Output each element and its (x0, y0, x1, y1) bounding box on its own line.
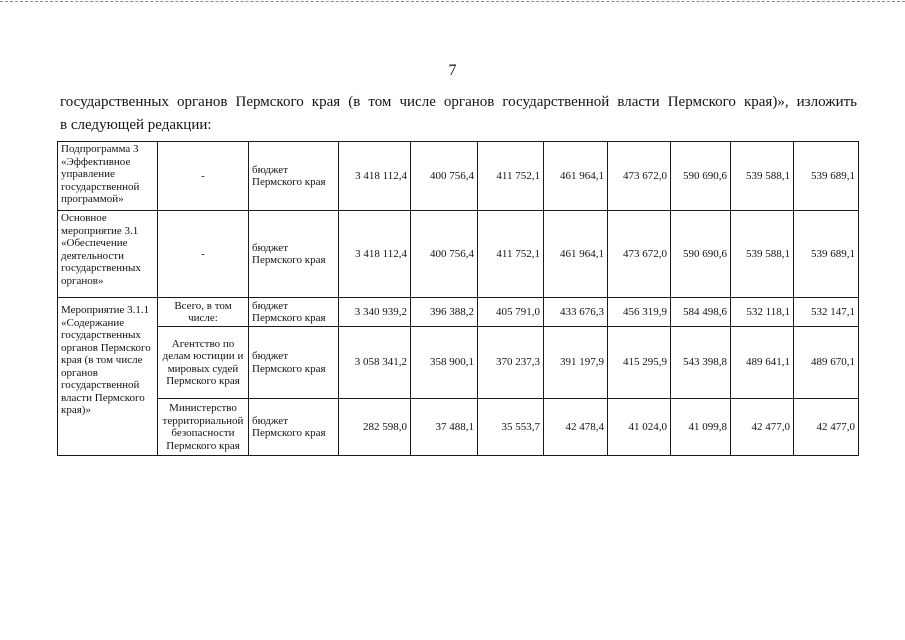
amount-cell: 3 340 939,2 (339, 298, 411, 327)
amount-cell: 543 398,8 (671, 327, 731, 399)
table-row (58, 142, 859, 211)
amount-cell: 532 147,1 (794, 298, 859, 327)
amount-cell: 400 756,4 (411, 211, 478, 298)
table-row (58, 399, 859, 456)
amount-cell: 3 418 112,4 (339, 142, 411, 211)
amount-cell: 415 295,9 (608, 327, 671, 399)
amount-cell: 456 319,9 (608, 298, 671, 327)
amount-cell: 473 672,0 (608, 211, 671, 298)
amount-cell: 405 791,0 (478, 298, 544, 327)
amount-cell: 3 058 341,2 (339, 327, 411, 399)
amount-cell: 42 477,0 (731, 399, 794, 456)
page-number: 7 (448, 62, 457, 79)
amount-cell: 590 690,6 (671, 211, 731, 298)
intro-line: в следующей редакции: (60, 117, 212, 133)
funding-source-cell: бюджет Пермского края (249, 327, 339, 399)
scan-edge-line (0, 1, 905, 2)
amount-cell: 42 478,4 (544, 399, 608, 456)
funding-source-cell: бюджет Пермского края (249, 298, 339, 327)
funding-source-cell: бюджет Пермского края (249, 142, 339, 211)
amount-cell: 532 118,1 (731, 298, 794, 327)
amount-cell: 489 670,1 (794, 327, 859, 399)
executor-cell: - (158, 211, 249, 298)
amount-cell: 42 477,0 (794, 399, 859, 456)
table-row (58, 211, 859, 298)
amount-cell: 539 689,1 (794, 211, 859, 298)
amount-cell: 396 388,2 (411, 298, 478, 327)
executor-cell: Всего, в том числе: (158, 298, 249, 327)
funding-source-cell: бюджет Пермского края (249, 399, 339, 456)
amount-cell: 539 689,1 (794, 142, 859, 211)
amount-cell: 35 553,7 (478, 399, 544, 456)
amount-cell: 461 964,1 (544, 211, 608, 298)
amount-cell: 391 197,9 (544, 327, 608, 399)
program-name-cell: Основное мероприятие 3.1 «Обеспечение деятельности государственных органов» (58, 211, 158, 298)
amount-cell: 3 418 112,4 (339, 211, 411, 298)
executor-cell: Министерство территориальной безопасности Пермского края (158, 399, 249, 456)
amount-cell: 411 752,1 (478, 211, 544, 298)
amount-cell: 41 024,0 (608, 399, 671, 456)
amount-cell: 400 756,4 (411, 142, 478, 211)
amount-cell: 411 752,1 (478, 142, 544, 211)
amount-cell: 370 237,3 (478, 327, 544, 399)
table-row (58, 298, 859, 327)
program-name-cell: Подпрограмма 3 «Эффективное управление государственной программой» (58, 142, 158, 211)
amount-cell: 282 598,0 (339, 399, 411, 456)
funding-source-cell: бюджет Пермского края (249, 211, 339, 298)
amount-cell: 433 676,3 (544, 298, 608, 327)
amount-cell: 41 099,8 (671, 399, 731, 456)
program-name-cell: Мероприятие 3.1.1 «Содержание государственных органов Пермского края (в том числе органов государственной власти Пермского края)» (58, 298, 158, 456)
budget-table (57, 141, 859, 456)
amount-cell: 461 964,1 (544, 142, 608, 211)
intro-line: государственных органов Пермского края (в том числе органов государственной власти Пермского края)», изложить (60, 94, 857, 110)
intro-paragraph (60, 91, 857, 137)
amount-cell: 584 498,6 (671, 298, 731, 327)
executor-cell: - (158, 142, 249, 211)
amount-cell: 358 900,1 (411, 327, 478, 399)
amount-cell: 489 641,1 (731, 327, 794, 399)
amount-cell: 539 588,1 (731, 142, 794, 211)
amount-cell: 590 690,6 (671, 142, 731, 211)
amount-cell: 473 672,0 (608, 142, 671, 211)
executor-cell: Агентство по делам юстиции и мировых судей Пермского края (158, 327, 249, 399)
amount-cell: 37 488,1 (411, 399, 478, 456)
table-row (58, 327, 859, 399)
amount-cell: 539 588,1 (731, 211, 794, 298)
budget-table-body (58, 142, 859, 456)
